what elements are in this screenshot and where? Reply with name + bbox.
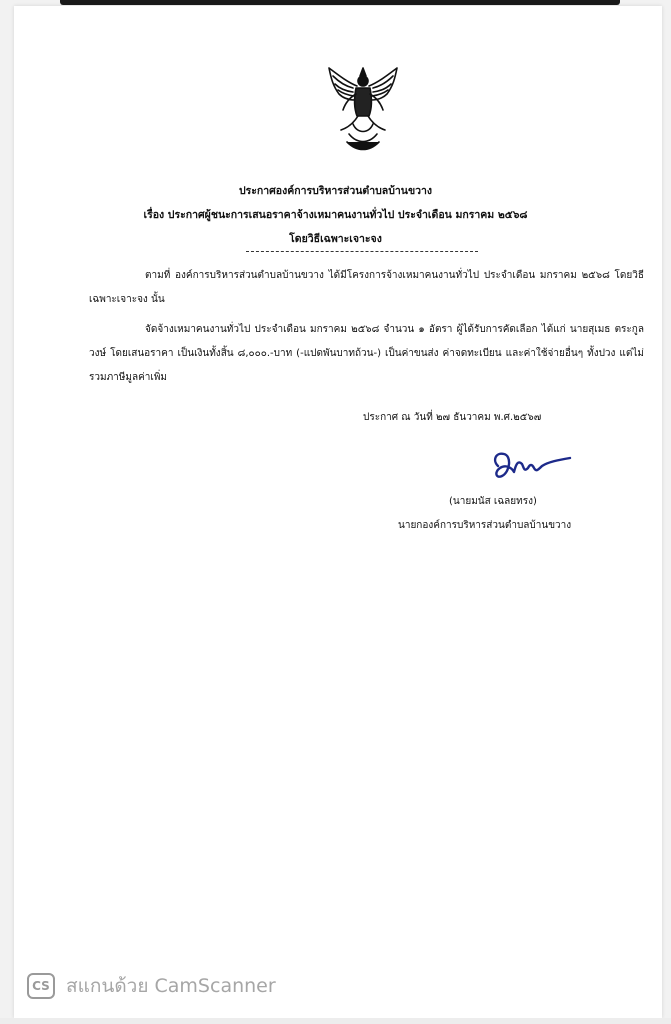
procurement-method: โดยวิธีเฉพาะเจาะจง	[289, 233, 382, 245]
camscanner-logo-icon: CS	[27, 973, 55, 999]
document-page	[14, 6, 662, 1018]
handwritten-signature	[488, 450, 572, 484]
body-paragraph-1	[89, 264, 644, 312]
paragraph-2-text: จัดจ้างเหมาคนงานทั่วไป ประจำเดือน มกราคม ๒๕๖๘ จำนวน ๑ อัตรา ผู้ได้รับการคัดเลือก ได้แก่ นายสุเมธ ตระกูลวงษ์ โดยเสนอราคา เป็นเงินทั้งสิ้น ๘,๐๐๐.-บาท (-แปดพันบาทถ้วน-) เป็นค่าขนส่ง ค่าจดทะเบียน และค่าใช้จ่ายอื่นๆ ทั้งปวง แต่ไม่รวมภาษีมูลค่าเพิ่ม	[89, 324, 644, 383]
body-paragraph-2	[89, 318, 644, 390]
scan-bottom-edge	[0, 1018, 671, 1024]
paragraph-1-text: ตามที่ องค์การบริหารส่วนตำบลบ้านขวาง ได้มีโครงการจ้างเหมาคนงานทั่วไป ประจำเดือน มกราคม ๒๕๖๘ โดยวิธีเฉพาะเจาะจง นั้น	[89, 270, 644, 305]
camscanner-text: สแกนด้วย CamScanner	[66, 975, 276, 997]
signer-name: (นายมนัส เฉลยทรง)	[449, 496, 537, 507]
dashed-divider	[246, 251, 478, 252]
announcement-heading: ประกาศองค์การบริหารส่วนตำบลบ้านขวาง	[238, 185, 433, 197]
announcement-subject: เรื่อง ประกาศผู้ชนะการเสนอราคาจ้างเหมาคนงานทั่วไป ประจำเดือน มกราคม ๒๕๖๘	[143, 209, 528, 221]
scan-top-edge	[60, 0, 620, 5]
announcement-date: ประกาศ ณ วันที่ ๒๗ ธันวาคม พ.ศ.๒๕๖๗	[363, 412, 542, 423]
signer-title: นายกองค์การบริหารส่วนตำบลบ้านขวาง	[398, 520, 572, 531]
camscanner-watermark	[27, 972, 276, 1000]
garuda-emblem-icon	[323, 64, 403, 154]
